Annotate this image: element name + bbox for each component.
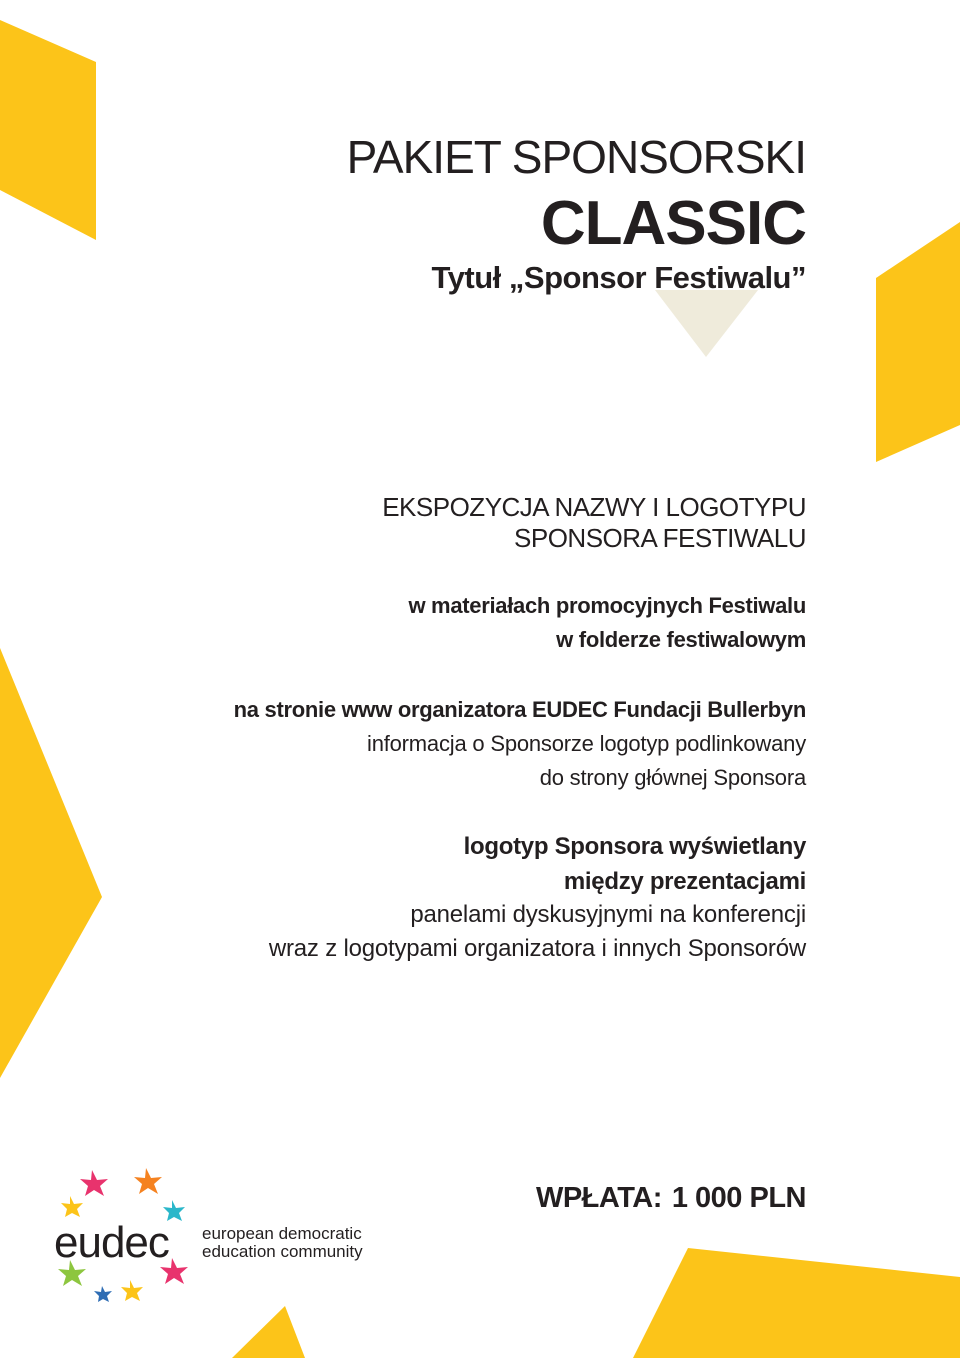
yellow-shape-right [876, 222, 960, 462]
payment-label: WPŁATA: [535, 1182, 662, 1214]
benefit-line: na stronie www organizatora EUDEC Fundacji Bullerbyn [233, 697, 806, 722]
beige-triangle [655, 290, 758, 357]
benefit-line: do strony głównej Sponsora [539, 765, 806, 790]
logo-tagline-line1: european democratic [202, 1224, 362, 1243]
benefit-line: informacja o Sponsorze logotyp podlinkowany [367, 731, 806, 756]
payment-amount: 1 000 PLN [671, 1182, 806, 1214]
benefit-line: logotyp Sponsora wyświetlany [463, 833, 806, 860]
subtitle: Tytuł „Sponsor Festiwalu” [431, 260, 806, 295]
eudec-logo [50, 1160, 370, 1310]
section-heading-line2: SPONSORA FESTIWALU [514, 523, 806, 553]
yellow-shape-left [0, 648, 102, 1078]
benefit-line: wraz z logotypami organizatora i innych Sponsorów [268, 935, 806, 962]
title-line1: PAKIET SPONSORSKI [346, 131, 806, 183]
logo-tagline-line2: education community [202, 1242, 363, 1261]
benefit-line: w materiałach promocyjnych Festiwalu [408, 593, 806, 618]
logo-wordmark: eudec [54, 1218, 169, 1267]
yellow-shape-bottom-right [633, 1248, 960, 1358]
yellow-shape-bottom-left [232, 1306, 305, 1358]
yellow-shape-top-left [0, 20, 96, 240]
benefit-line: w folderze festiwalowym [556, 627, 806, 652]
benefit-line: między prezentacjami [563, 868, 806, 895]
section-heading-line1: EKSPOZYCJA NAZWY I LOGOTYPU [382, 492, 806, 522]
benefit-line: panelami dyskusyjnymi na konferencji [410, 901, 806, 928]
title-line2: CLASSIC [540, 189, 806, 258]
payment [536, 1182, 806, 1215]
